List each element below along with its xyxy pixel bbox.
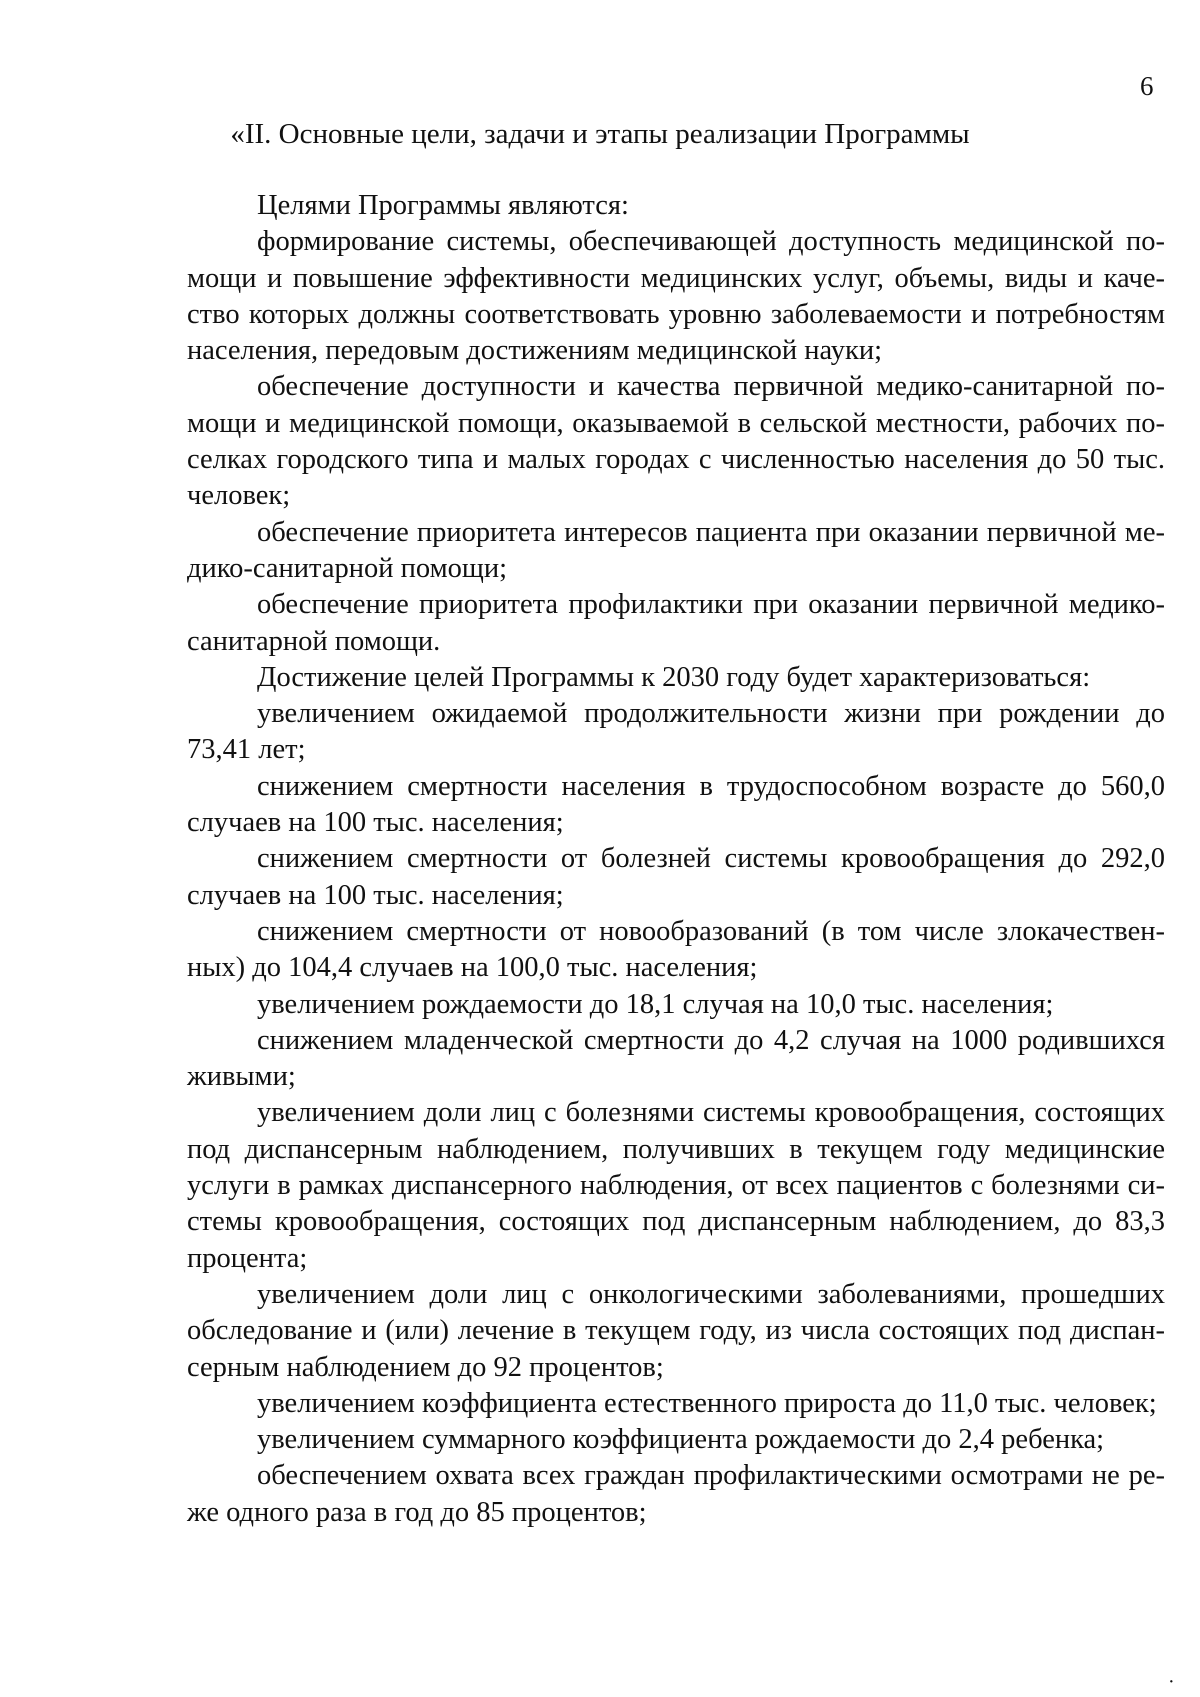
paragraph: Целями Программы являются: [257, 190, 629, 221]
paragraph: увеличением суммарного коэффициента рождаемости до 2,4 ребенка; [257, 1424, 1105, 1456]
scan-mark: · [1168, 1671, 1175, 1693]
paragraph: увеличением доли лиц с онкологическими заболеваниями, прошедших обследование и (или) лечение в текущем году, из числа состоящих под диспансерным наблюдением до 92 процентов; [187, 1278, 1165, 1383]
paragraph: обеспечение доступности и качества первичной медико-санитарной помощи и медицинской помощи, оказываемой в сельской местности, рабочих поселках городского типа и малых городах с численностью населения до 50 тыс. человек; [187, 371, 1165, 512]
paragraph: формирование системы, обеспечивающей доступность медицинской помощи и повышение эффективности медицинских услуг, объемы, виды и качество которых должны соответствовать уровню заболеваемости и потребностям населения, передовым достижениям медицинской науки; [187, 226, 1165, 367]
document-body [187, 188, 1165, 1531]
paragraph: обеспечением охвата всех граждан профилактическими осмотрами не реже одного раза в год до 85 процентов; [187, 1460, 1165, 1528]
paragraph: снижением смертности от новообразований (в том числе злокачественных) до 104,4 случаев на 100,0 тыс. населения; [187, 915, 1165, 984]
section-title: «II. Основные цели, задачи и этапы реализации Программы [230, 118, 970, 150]
paragraph: увеличением коэффициента естественного прироста до 11,0 тыс. человек; [257, 1387, 1157, 1419]
paragraph: снижением смертности населения в трудоспособном возрасте до 560,0 случаев на 100 тыс. населения; [187, 770, 1165, 839]
page-number: 6 [1140, 71, 1154, 101]
paragraph: снижением смертности от болезней системы кровообращения до 292,0 случаев на 100 тыс. населения; [187, 843, 1165, 911]
paragraph: обеспечение приоритета профилактики при оказании первичной медико-санитарной помощи. [187, 589, 1165, 657]
paragraph: увеличением доли лиц с болезнями системы кровообращения, состоящих под диспансерным наблюдением, получивших в текущем году медицинские услуги в рамках диспансерного наблюдения, от всех пациентов с болезнями системы кровообращения, состоящих под диспансерным наблюдением, до 83,3 процента; [187, 1097, 1165, 1274]
paragraph: увеличением рождаемости до 18,1 случая на 10,0 тыс. населения; [257, 988, 1054, 1020]
paragraph: обеспечение приоритета интересов пациента при оказании первичной медико-санитарной помощи; [187, 516, 1165, 584]
paragraph: Достижение целей Программы к 2030 году будет характеризоваться: [257, 661, 1091, 693]
paragraph: увеличением ожидаемой продолжительности жизни при рождении до 73,41 лет; [187, 698, 1165, 766]
paragraph: снижением младенческой смертности до 4,2 случая на 1000 родившихся живыми; [187, 1024, 1165, 1093]
